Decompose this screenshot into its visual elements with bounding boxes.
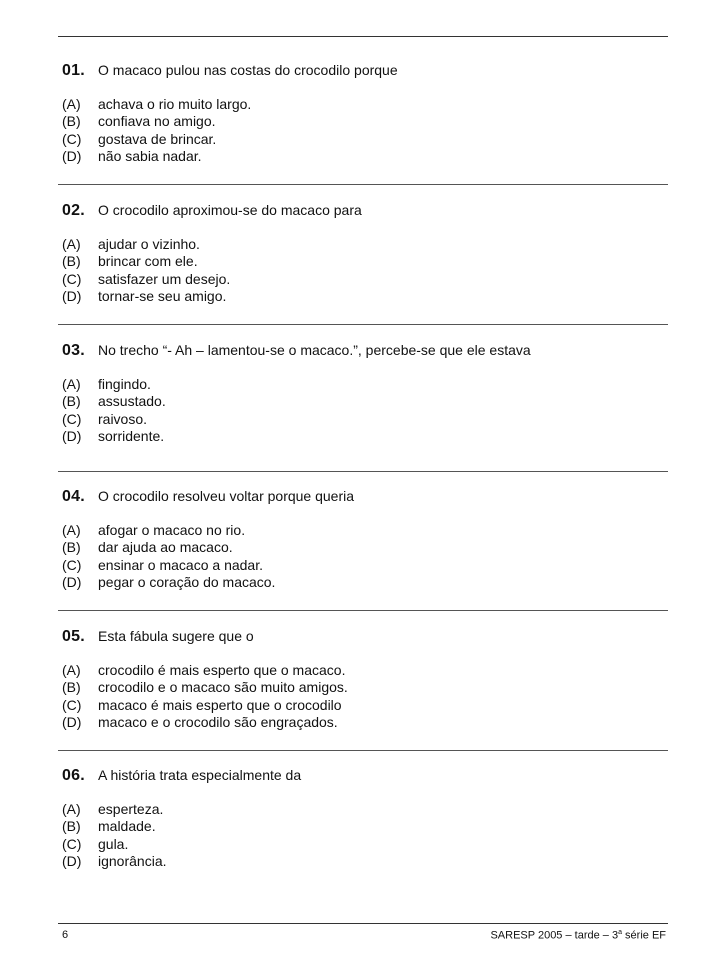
option-letter: (A) (62, 801, 81, 817)
option-text: crocodilo e o macaco são muito amigos. (98, 679, 348, 696)
option-letter: (A) (62, 96, 81, 112)
option-c (62, 131, 662, 148)
question-number: 02. (62, 202, 85, 219)
option-letter: (D) (62, 288, 82, 305)
question-06 (62, 767, 662, 871)
option-d (62, 853, 662, 870)
question-text: O crocodilo resolveu voltar porque queria (98, 488, 355, 504)
option-letter: (D) (62, 148, 82, 165)
question-stem (62, 767, 662, 789)
option-letter: (B) (62, 393, 81, 410)
option-letter: (B) (62, 113, 81, 130)
option-text: gula. (98, 835, 129, 852)
answer-options (62, 522, 662, 592)
option-b (62, 679, 662, 696)
option-letter: (D) (62, 428, 82, 445)
option-b (62, 253, 662, 270)
option-d (62, 288, 662, 305)
question-01 (62, 62, 662, 166)
question-divider (58, 750, 668, 751)
option-a (62, 801, 662, 818)
option-letter: (B) (62, 679, 81, 696)
option-text: esperteza. (98, 801, 164, 817)
exam-label (490, 929, 666, 942)
option-text: afogar o macaco no rio. (98, 522, 246, 538)
option-letter: (B) (62, 818, 81, 835)
option-text: ignorância. (98, 853, 167, 870)
question-text: O macaco pulou nas costas do crocodilo porque (98, 62, 398, 78)
option-text: confiava no amigo. (98, 113, 216, 130)
option-d (62, 574, 662, 591)
option-text: achava o rio muito largo. (98, 96, 252, 112)
option-letter: (A) (62, 662, 81, 678)
option-letter: (B) (62, 539, 81, 556)
option-text: maldade. (98, 818, 156, 835)
option-text: macaco e o crocodilo são engraçados. (98, 714, 338, 731)
option-letter: (D) (62, 853, 82, 870)
question-text: O crocodilo aproximou-se do macaco para (98, 202, 362, 218)
option-letter: (C) (62, 410, 82, 427)
question-divider (58, 184, 668, 185)
option-text: satisfazer um desejo. (98, 270, 231, 287)
option-b (62, 393, 662, 410)
option-text: ensinar o macaco a nadar. (98, 556, 263, 573)
exam-label-text: SARESP 2005 – tarde – 3 (490, 929, 619, 942)
option-text: sorridente. (98, 428, 165, 445)
grade-label: série EF (621, 929, 666, 942)
option-text: assustado. (98, 393, 166, 410)
option-text: raivoso. (98, 410, 148, 427)
option-c (62, 836, 662, 853)
option-a (62, 96, 662, 113)
footer-rule (58, 923, 668, 924)
answer-options (62, 236, 662, 306)
option-text: macaco é mais esperto que o crocodilo (98, 696, 342, 713)
question-05 (62, 628, 662, 732)
question-number: 01. (62, 62, 85, 79)
answer-options (62, 801, 662, 871)
option-d (62, 428, 662, 445)
option-c (62, 271, 662, 288)
question-number: 04. (62, 488, 85, 505)
option-c (62, 697, 662, 714)
question-text: A história trata especialmente da (98, 767, 302, 783)
option-d (62, 714, 662, 731)
answer-options (62, 96, 662, 166)
option-text: crocodilo é mais esperto que o macaco. (98, 662, 346, 678)
question-number: 05. (62, 628, 85, 645)
question-04 (62, 488, 662, 592)
option-letter: (C) (62, 556, 82, 573)
option-text: pegar o coração do macaco. (98, 574, 276, 591)
question-03 (62, 342, 662, 446)
option-letter: (C) (62, 270, 82, 287)
option-letter: (C) (62, 835, 82, 852)
question-divider (58, 324, 668, 325)
question-number: 06. (62, 767, 85, 784)
ordinal-mark: a (618, 929, 622, 936)
question-divider (58, 471, 668, 472)
option-letter: (A) (62, 236, 81, 252)
question-stem (62, 628, 662, 650)
page-number: 6 (62, 929, 69, 941)
option-b (62, 539, 662, 556)
question-stem (62, 62, 662, 84)
option-text: dar ajuda ao macaco. (98, 539, 233, 556)
question-divider (58, 610, 668, 611)
option-b (62, 818, 662, 835)
option-b (62, 113, 662, 130)
option-text: gostava de brincar. (98, 130, 217, 147)
option-letter: (D) (62, 574, 82, 591)
option-letter: (D) (62, 714, 82, 731)
option-text: tornar-se seu amigo. (98, 288, 227, 305)
question-text: Esta fábula sugere que o (98, 628, 254, 644)
option-text: fingindo. (98, 376, 151, 392)
option-c (62, 411, 662, 428)
option-text: ajudar o vizinho. (98, 236, 200, 252)
question-number: 03. (62, 342, 85, 359)
option-c (62, 557, 662, 574)
question-stem (62, 342, 662, 364)
question-text: No trecho “- Ah – lamentou-se o macaco.”, percebe-se que ele estava (98, 342, 531, 358)
option-letter: (C) (62, 130, 82, 147)
option-a (62, 236, 662, 253)
option-letter: (A) (62, 376, 81, 392)
option-text: não sabia nadar. (98, 148, 202, 165)
option-letter: (B) (62, 253, 81, 270)
question-stem (62, 202, 662, 224)
top-rule (58, 36, 668, 37)
option-text: brincar com ele. (98, 253, 198, 270)
question-02 (62, 202, 662, 306)
option-letter: (A) (62, 522, 81, 538)
option-letter: (C) (62, 696, 82, 713)
option-d (62, 148, 662, 165)
option-a (62, 522, 662, 539)
question-stem (62, 488, 662, 510)
option-a (62, 376, 662, 393)
option-a (62, 662, 662, 679)
answer-options (62, 662, 662, 732)
answer-options (62, 376, 662, 446)
